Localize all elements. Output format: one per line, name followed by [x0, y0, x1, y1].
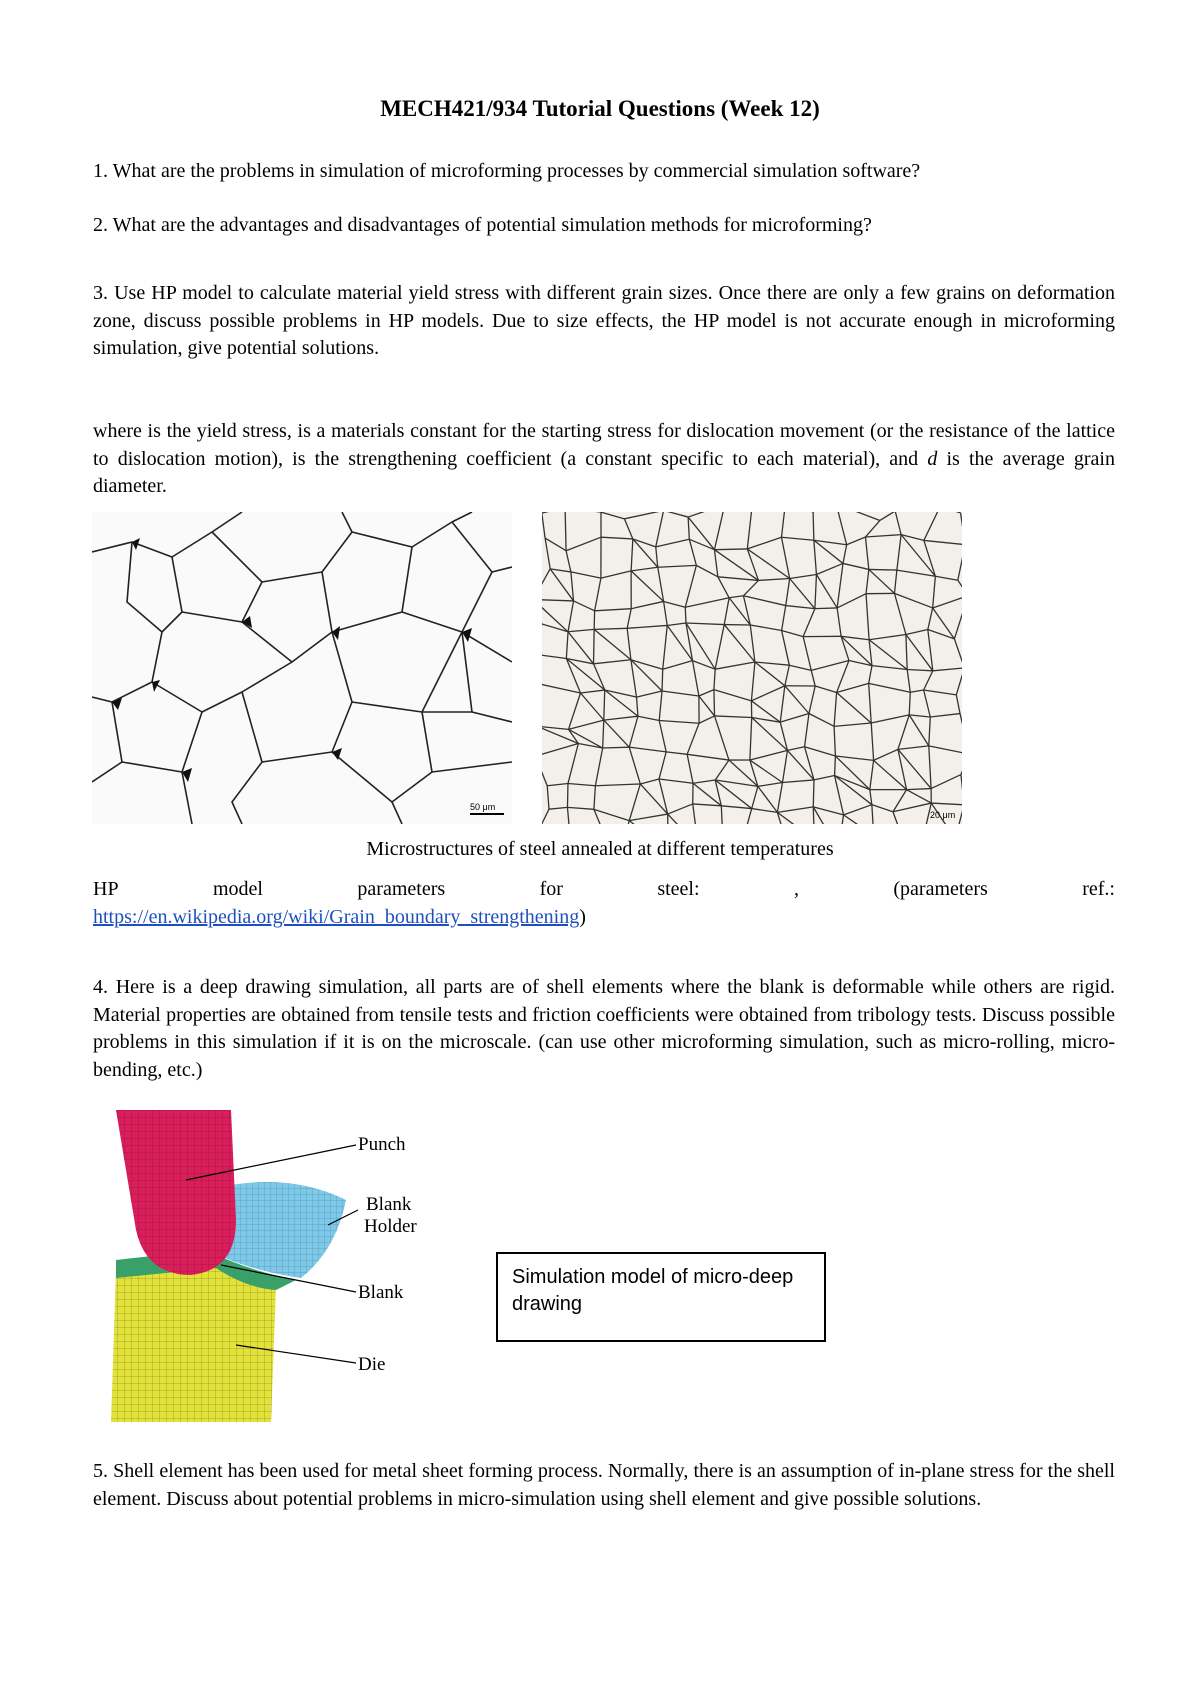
reference-link-line: [93, 906, 586, 929]
question-5: 5. Shell element has been used for metal sheet forming process. Normally, there is an assumption of in-plane stress for the shell element. Discuss about potential problems in micro-simulation using shell element and give possible solutions.: [93, 1460, 1115, 1510]
scale-bar-right: 20 μm: [930, 810, 956, 820]
label-punch: Punch: [358, 1134, 406, 1155]
hp-word: model: [213, 878, 263, 900]
question-2: 2. What are the advantages and disadvantages of potential simulation methods for microforming?: [93, 214, 872, 236]
hp-parameters-line: [93, 878, 1115, 901]
simulation-caption-box: Simulation model of micro-deep drawing: [496, 1252, 826, 1342]
label-blank-holder-line2: Holder: [364, 1216, 417, 1237]
label-blank: Blank: [358, 1282, 404, 1303]
micrograph-coarse-grain: [92, 512, 512, 824]
micrograph-fine-grain: [542, 512, 962, 824]
hp-word: parameters: [357, 878, 446, 900]
hp-word: for: [539, 878, 563, 900]
question-3: 3. Use HP model to calculate material yield stress with different grain sizes. Once there are only a few grains on deformation zone, discuss possible problems in HP models. Due to size effects, the HP model is not accurate enough in microforming simulation, give potential solutions.: [93, 282, 1115, 359]
grain-diameter-symbol: d: [927, 447, 938, 470]
question-4: 4. Here is a deep drawing simulation, all parts are of shell elements where the blank is deformable while others are rigid. Material properties are obtained from tensile tests and friction coefficients were obtained from tribology tests. Discuss possible problems in this simulation if it is on the microscale. (can use other microforming simulation, such as micro-rolling, micro-bending, etc.): [93, 976, 1115, 1081]
hp-variable-definitions: [93, 418, 1115, 501]
definitions-text-2: is the average grain diameter.: [93, 447, 1115, 497]
scale-bar-left: 50 μm: [470, 802, 496, 812]
hp-word: HP: [93, 878, 119, 900]
hp-word: ref.:: [1082, 878, 1115, 900]
wikipedia-reference-link[interactable]: https://en.wikipedia.org/wiki/Grain_boundary_strengthening: [93, 906, 580, 928]
label-die: Die: [358, 1354, 386, 1375]
hp-word: steel:: [657, 878, 700, 900]
hp-word: ,: [793, 878, 799, 900]
reference-close-paren: ): [579, 906, 586, 928]
label-blank-holder-line1: Blank: [366, 1194, 412, 1215]
micrograph-caption: Microstructures of steel annealed at different temperatures: [366, 838, 834, 860]
hp-word: (parameters: [893, 878, 988, 900]
question-1: 1. What are the problems in simulation of microforming processes by commercial simulation software?: [93, 160, 921, 182]
definitions-text-1: where is the yield stress, is a materials constant for the starting stress for dislocation movement (or the resistance of the lattice to dislocation motion), is the strengthening coefficient (a constant specific to each material), and: [93, 420, 1115, 470]
page-title: MECH421/934 Tutorial Questions (Week 12): [380, 96, 820, 121]
deep-drawing-figure: [96, 1110, 466, 1422]
